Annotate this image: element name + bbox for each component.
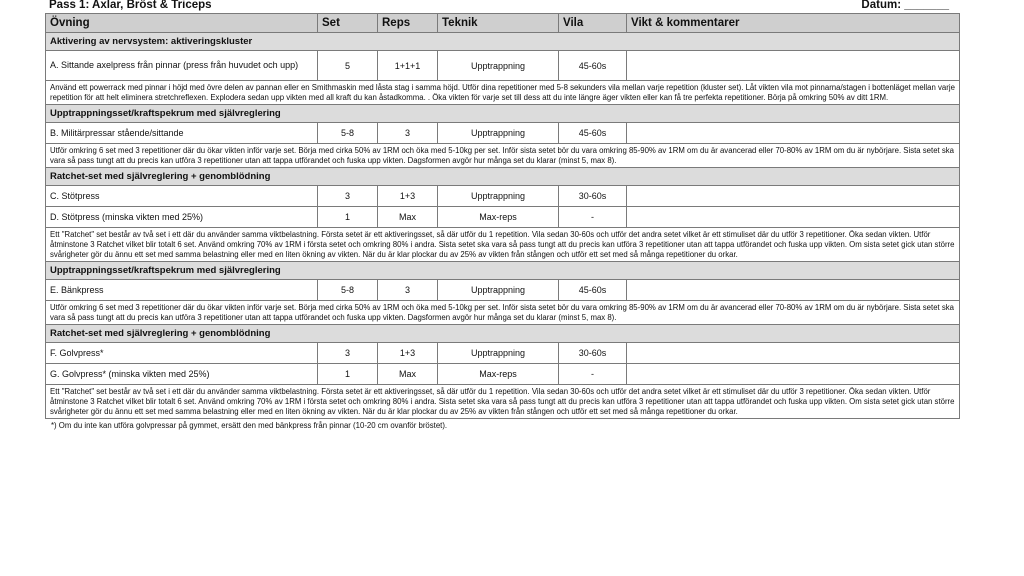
column-header-technique: Teknik [438, 14, 559, 33]
exercise-row [46, 280, 960, 301]
exercise-rest: 45-60s [559, 123, 627, 144]
exercise-row [46, 207, 960, 228]
description-row [46, 301, 960, 325]
exercise-reps: 1+3 [378, 343, 438, 364]
footnote: *) Om du inte kan utföra golvpressar på gymmet, ersätt den med bänkpress från pinnar (10-20 cm ovanför bröstet). [51, 421, 448, 431]
section-title: Ratchet-set med självreglering + genomblödning [46, 168, 960, 186]
exercise-row [46, 123, 960, 144]
exercise-technique: Upptrappning [438, 123, 559, 144]
section-title: Ratchet-set med självreglering + genomblödning [46, 325, 960, 343]
exercise-sets: 5-8 [318, 123, 378, 144]
exercise-reps: Max [378, 207, 438, 228]
exercise-rest: 45-60s [559, 51, 627, 81]
exercise-comment-cell[interactable] [627, 123, 960, 144]
exercise-sets: 1 [318, 207, 378, 228]
section-description: Utför omkring 6 set med 3 repetitioner där du ökar vikten inför varje set. Börja med cirka 50% av 1RM och öka med 5-10kg per set. Inför sista setet bör du vara omkring 85-90% av 1RM om du är avancerad eller 70-80% av 1RM om du är nybörjare. Sista setet ska vara så pass tungt att du precis kan utföra 3 repetitioner utan att tappa utförandet och fuska upp vikten. Dagsformen avgör hur många set du klarar (minst 5, max 8). [46, 144, 960, 168]
exercise-name: E. Bänkpress [46, 280, 318, 301]
exercise-name: B. Militärpressar stående/sittande [46, 123, 318, 144]
sheet-header [45, 0, 959, 13]
exercise-comment-cell[interactable] [627, 186, 960, 207]
exercise-technique: Upptrappning [438, 280, 559, 301]
exercise-rest: 30-60s [559, 343, 627, 364]
exercise-name: D. Stötpress (minska vikten med 25%) [46, 207, 318, 228]
exercise-rest: 45-60s [559, 280, 627, 301]
exercise-reps: 3 [378, 123, 438, 144]
exercise-technique: Max-reps [438, 364, 559, 385]
section-description: Använd ett powerrack med pinnar i höjd med övre delen av pannan eller en Smithmaskin med låsta stag i samma höjd. Utför dina repetitioner med 5-8 sekunders vila mellan varje repetition (kluster set). Låt vikten vila mot pinnarna/stagen i bottenläget mellan varje repetition för att helt eliminera stretchreflexen. Explodera sedan upp vikten med all kraft du kan åstadkomma. . Öka vikten för varje set till dess att du inte längre äger vikten eller kan få tre perfekta repetitioner. Börja på omkring 50% av ditt 1RM. [46, 81, 960, 105]
exercise-rest: 30-60s [559, 186, 627, 207]
section-description: Ett "Ratchet" set består av två set i ett där du använder samma viktbelastning. Första setet är ett aktiveringsset, så där utför du 1 repetition. Vila sedan 30-60s och utför det andra setet vilket är ett stimuliset där du utför 3 repetitioner. Öka sedan vikten. Utför åtminstone 3 Ratchet vilket blir totalt 6 set. Använd omkring 70% av 1RM i första setet och omkring 80% i andra. Sista setet ska vara så pass tungt att du precis kan utföra 3 repetitioner utan att tappa utförandet och fuska upp vikten. Om sista setet gick utan större svårigheter gör du ännu ett set med samma belastning eller med en liten ökning av vikten. När du är klar plockar du av 25% av vikten från stången och utför ett set med så många repetitioner du orkar. [46, 385, 960, 419]
exercise-row [46, 186, 960, 207]
exercise-comment-cell[interactable] [627, 364, 960, 385]
column-header-reps: Reps [378, 14, 438, 33]
exercise-sets: 3 [318, 186, 378, 207]
description-row [46, 385, 960, 419]
description-row [46, 81, 960, 105]
section-header-row [46, 168, 960, 186]
exercise-name: G. Golvpress* (minska vikten med 25%) [46, 364, 318, 385]
section-header-row [46, 262, 960, 280]
exercise-row [46, 343, 960, 364]
exercise-sets: 1 [318, 364, 378, 385]
exercise-comment-cell[interactable] [627, 207, 960, 228]
exercise-technique: Upptrappning [438, 186, 559, 207]
exercise-technique: Upptrappning [438, 343, 559, 364]
exercise-comment-cell[interactable] [627, 280, 960, 301]
exercise-sets: 5-8 [318, 280, 378, 301]
workout-table [45, 13, 960, 419]
date-label: Datum: _______ [861, 0, 949, 11]
exercise-technique: Max-reps [438, 207, 559, 228]
exercise-reps: 1+1+1 [378, 51, 438, 81]
exercise-row [46, 364, 960, 385]
table-header-row [46, 14, 960, 33]
exercise-name: A. Sittande axelpress från pinnar (press från huvudet och upp) [46, 51, 318, 81]
description-row [46, 228, 960, 262]
column-header-weight-comments: Vikt & kommentarer [627, 14, 960, 33]
section-header-row [46, 33, 960, 51]
exercise-reps: 1+3 [378, 186, 438, 207]
page-title: Pass 1: Axlar, Bröst & Triceps [49, 0, 212, 11]
workout-sheet [45, 0, 959, 430]
section-title: Upptrappningsset/kraftspekrum med självreglering [46, 105, 960, 123]
exercise-name: F. Golvpress* [46, 343, 318, 364]
description-row [46, 144, 960, 168]
exercise-comment-cell[interactable] [627, 343, 960, 364]
column-header-rest: Vila [559, 14, 627, 33]
exercise-rest: - [559, 207, 627, 228]
exercise-sets: 3 [318, 343, 378, 364]
exercise-reps: Max [378, 364, 438, 385]
exercise-sets: 5 [318, 51, 378, 81]
column-header-exercise: Övning [46, 14, 318, 33]
column-header-sets: Set [318, 14, 378, 33]
section-header-row [46, 325, 960, 343]
section-description: Ett "Ratchet" set består av två set i ett där du använder samma viktbelastning. Första setet är ett aktiveringsset, så där utför du 1 repetition. Vila sedan 30-60s och utför det andra setet vilket är ett stimuliset där du utför 3 repetitioner. Öka sedan vikten. Utför åtminstone 3 Ratchet vilket blir totalt 6 set. Använd omkring 70% av 1RM i första setet och omkring 80% i andra. Sista setet ska vara så pass tungt att du precis kan utföra 3 repetitioner utan att tappa utförandet och fuska upp vikten. Om sista setet gick utan större svårigheter gör du ännu ett set med samma belastning eller med en liten ökning av vikten. När du är klar plockar du av 25% av vikten från stången och utför ett set med så många repetitioner du orkar. [46, 228, 960, 262]
section-description: Utför omkring 6 set med 3 repetitioner där du ökar vikten inför varje set. Börja med cirka 50% av 1RM och öka med 5-10kg per set. Inför sista setet bör du vara omkring 85-90% av 1RM om du är avancerad eller 70-80% av 1RM om du är nybörjare. Sista setet ska vara så pass tungt att du precis kan utföra 3 repetitioner utan att tappa utförandet och fuska upp vikten. Dagsformen avgör hur många set du klarar (minst 5, max 8). [46, 301, 960, 325]
exercise-reps: 3 [378, 280, 438, 301]
section-header-row [46, 105, 960, 123]
exercise-rest: - [559, 364, 627, 385]
section-title: Upptrappningsset/kraftspekrum med självreglering [46, 262, 960, 280]
exercise-name: C. Stötpress [46, 186, 318, 207]
exercise-row [46, 51, 960, 81]
exercise-technique: Upptrappning [438, 51, 559, 81]
exercise-comment-cell[interactable] [627, 51, 960, 81]
section-title: Aktivering av nervsystem: aktiveringskluster [46, 33, 960, 51]
